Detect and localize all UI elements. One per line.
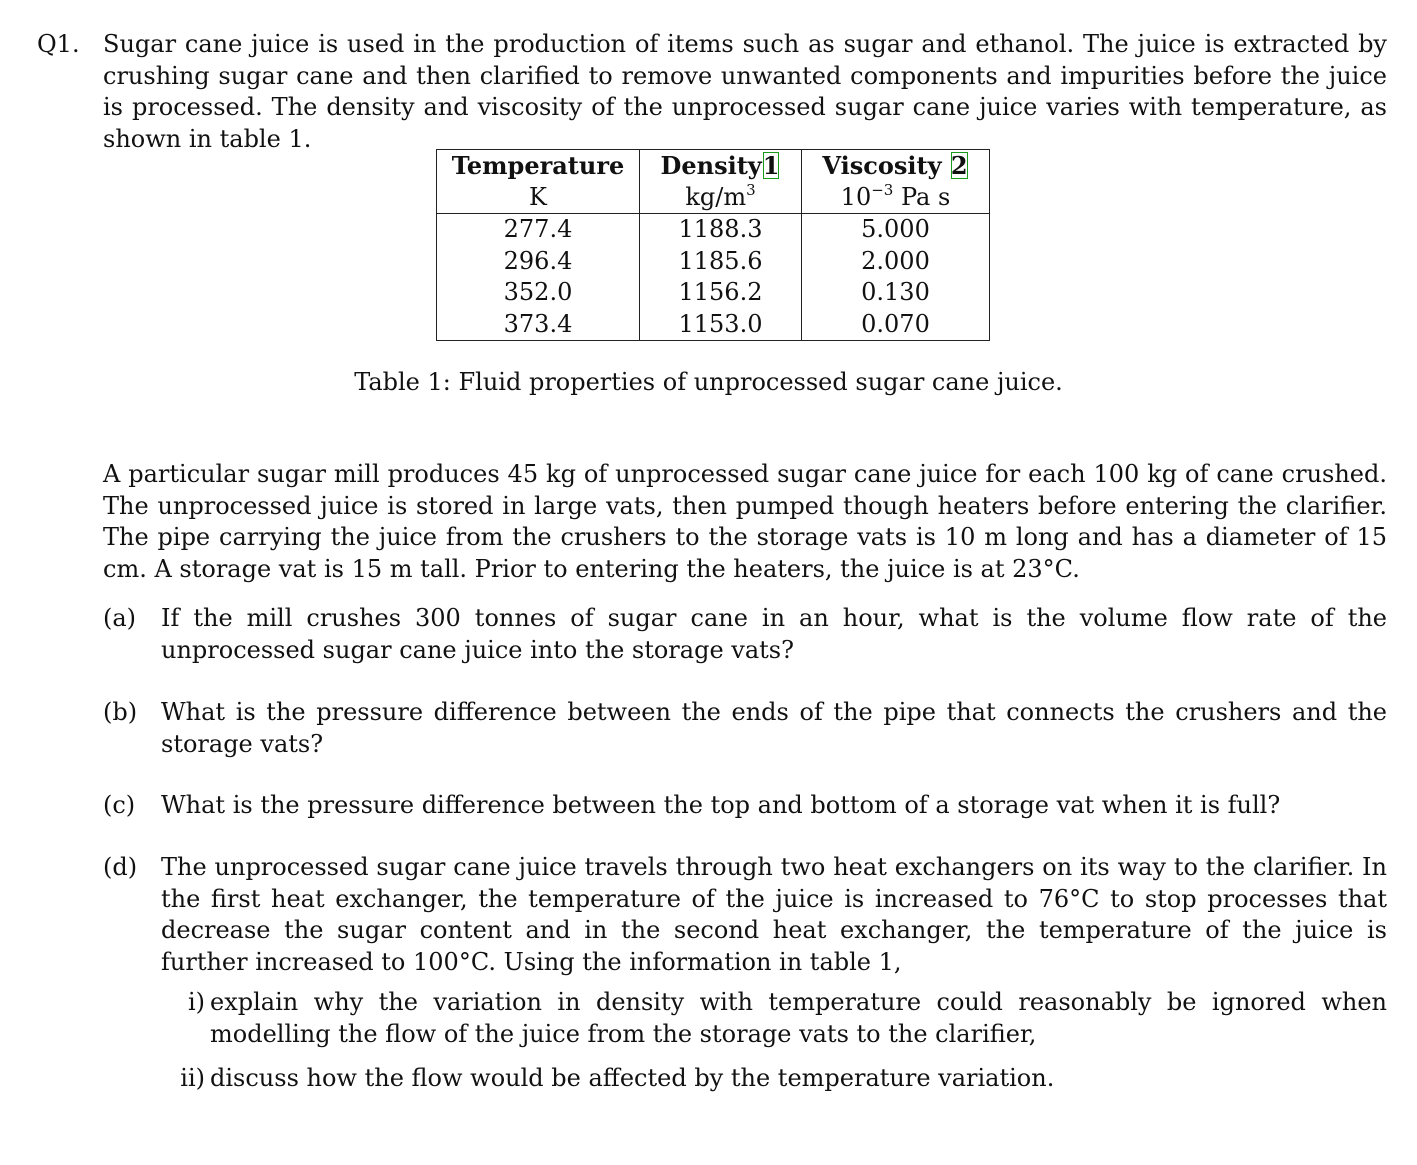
cell-density: 1156.2 [640, 277, 802, 309]
citation-1-number: 1 [762, 151, 780, 180]
part-d-ii-text: discuss how the flow would be affected by the temperature variation. [210, 1064, 1055, 1092]
cell-viscosity: 5.000 [802, 214, 990, 246]
part-d-i-text: explain why the variation in density with temperature could reasonably be ignored when modelling the flow of the juice from the storage vats to the clarifier, [210, 988, 1387, 1048]
unit-density-base: kg/m [685, 182, 747, 211]
unit-density-exponent: 3 [746, 180, 756, 199]
scenario-paragraph: A particular sugar mill produces 45 kg of unprocessed sugar cane juice for each 100 kg of cane crushed. The unprocessed juice is stored in large vats, then pumped though heaters before entering the clarifier. The pipe carrying the juice from the crushers to the storage vats is 10 m long and has a diameter of 15 cm. A storage vat is 15 m tall. Prior to entering the heaters, the juice is at 23°C. [103, 460, 1387, 583]
part-c-label: (c) [103, 791, 136, 819]
part-a-label: (a) [103, 604, 137, 632]
table-row [437, 214, 990, 246]
unit-temperature: K [437, 182, 640, 214]
citation-2-number: 2 [950, 151, 968, 180]
citation-1-link[interactable] [762, 151, 781, 180]
cell-viscosity: 0.130 [802, 277, 990, 309]
header-density [640, 150, 802, 182]
header-density-label: Density [660, 151, 762, 180]
table-row [437, 246, 990, 278]
header-viscosity [802, 150, 990, 182]
part-b-text: What is the pressure difference between the ends of the pipe that connects the crushers and the storage vats? [161, 698, 1387, 758]
cell-temperature: 296.4 [503, 246, 573, 275]
cell-density: 1188.3 [640, 214, 802, 246]
cell-density: 1185.6 [640, 246, 802, 278]
cell-viscosity: 0.070 [802, 309, 990, 341]
part-d-label: (d) [103, 853, 138, 881]
citation-2-link[interactable] [950, 151, 969, 180]
cell-temperature: 277.4 [503, 215, 573, 243]
part-d-ii [161, 1063, 1387, 1095]
part-a-text: If the mill crushes 300 tonnes of sugar cane in an hour, what is the volume flow rate of the unprocessed sugar cane juice into the storage vats? [161, 604, 1387, 664]
part-b [103, 697, 1387, 760]
unit-density [640, 182, 802, 214]
cell-temperature: 352.0 [503, 278, 573, 306]
unit-viscosity-exponent: −3 [871, 180, 894, 199]
part-c-text: What is the pressure difference between the top and bottom of a storage vat when it is full? [161, 791, 1281, 819]
unit-viscosity [802, 182, 990, 214]
part-d-ii-label: ii) [180, 1064, 205, 1092]
part-d-text: The unprocessed sugar cane juice travels through two heat exchangers on its way to the clarifier. In the first heat exchanger, the temperature of the juice is increased to 76°C to stop processes that decrease the sugar content and in the second heat exchanger, the temperature of the juice is further increased to 100°C. Using the information in table 1, [161, 853, 1387, 976]
unit-viscosity-base: 10 [840, 182, 872, 211]
part-b-label: (b) [103, 698, 138, 726]
part-c [103, 790, 1387, 822]
cell-density: 1153.0 [640, 309, 802, 341]
part-a [103, 603, 1387, 666]
cell-temperature: 373.4 [503, 309, 573, 338]
table-caption: Table 1: Fluid properties of unprocessed sugar cane juice. [354, 368, 1063, 396]
question-number: Q1. [37, 30, 80, 58]
unit-viscosity-unit: Pa s [900, 182, 951, 211]
part-d [103, 852, 1387, 978]
cell-viscosity: 2.000 [802, 246, 990, 278]
fluid-properties-table [436, 149, 990, 341]
part-d-i [161, 987, 1387, 1050]
part-d-i-label: i) [187, 988, 205, 1016]
question-intro: Sugar cane juice is used in the production of items such as sugar and ethanol. The juice is extracted by crushing sugar cane and then clarified to remove unwanted components and impurities before the juice is processed. The density and viscosity of the unprocessed sugar cane juice varies with temperature, as shown in table 1. [103, 30, 1387, 153]
table-row [437, 309, 990, 341]
header-temperature: Temperature [451, 151, 625, 180]
header-viscosity-label: Viscosity [822, 151, 942, 180]
table-row [437, 277, 990, 309]
